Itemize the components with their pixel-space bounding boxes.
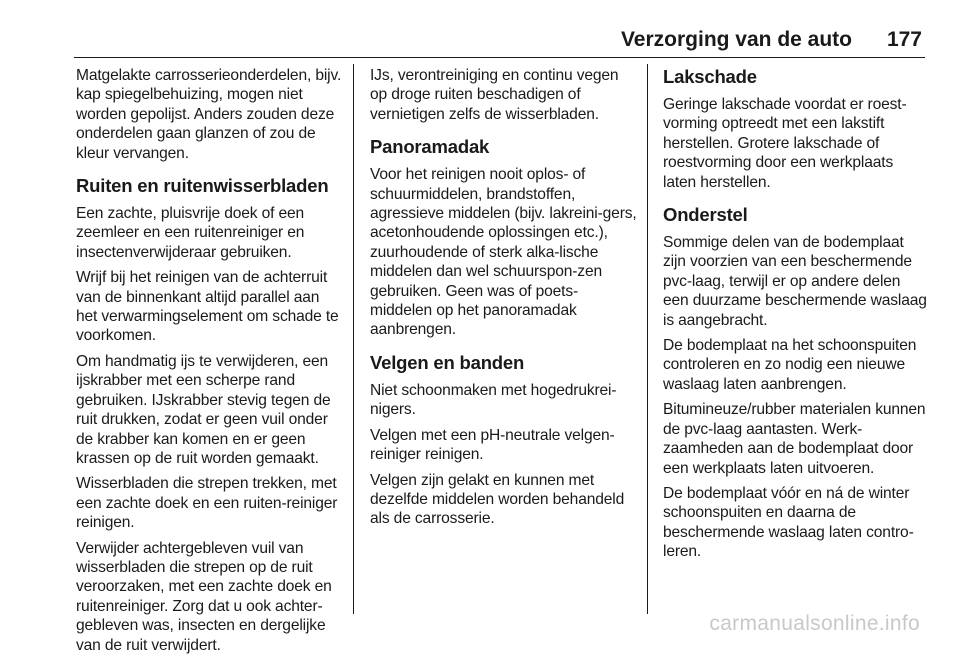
- paragraph-ice-dirt: IJs, verontreiniging en continu vegen op droge ruiten beschadigen of vernietigen zelfs de wisserbladen.: [370, 67, 619, 123]
- paragraph-matte-parts: Matgelakte carrosserieonderdelen, bijv. kap spiegelbehuizing, mogen niet worden gepolijst. Anders zouden deze onderdelen gaan glanzen of zou de kleur vervangen.: [76, 67, 342, 162]
- heading-wheels-tyres: Velgen en banden: [370, 351, 525, 373]
- paragraph-wiper-streaks: Wisserbladen die strepen trekken, met een zachte doek en een ruiten-reiniger reinigen.: [76, 475, 338, 532]
- paragraph-panorama-cleaning: Voor het reinigen nooit oplos- of schuurmiddelen, brandstoffen, agressieve middelen (bijv. lakreini-gers, acetonhoudende oplossingen etc.), zuurhoudende of sterk alka-lische middelen dan wel schuurspon-zen gebruiken. Geen was of poets-middelen op het panoramadak aanbrengen.: [370, 166, 637, 339]
- heading-underbody: Onderstel: [663, 204, 748, 226]
- paragraph-high-pressure: Niet schoonmaken met hogedrukrei-nigers.: [370, 381, 617, 419]
- paragraph-painted-wheels: Velgen zijn gelakt en kunnen met dezelfde middelen worden behandeld als de carrosserie.: [370, 471, 625, 528]
- heading-panorama-roof: Panoramadak: [370, 136, 490, 158]
- page-title: Verzorging van de auto: [620, 28, 852, 51]
- heading-paint-damage: Lakschade: [663, 66, 757, 87]
- header-rule: [74, 57, 925, 58]
- column-3: [663, 66, 929, 568]
- column-1: [76, 66, 342, 661]
- paragraph-wax-layer: De bodemplaat na het schoonspuiten controleren en zo nodig een nieuwe waslaag laten aanbrengen.: [663, 337, 917, 393]
- paragraph-paint-damage: Geringe lakschade voordat er roest-vorming optreedt met een lakstift herstellen. Grotere lakschade of roestvorming door een werkplaats laten herstellen.: [663, 96, 907, 191]
- paragraph-rear-window: Wrijf bij het reinigen van de achterruit van de binnenkant altijd parallel aan het verwarmingselement om schade te voorkomen.: [76, 269, 339, 345]
- column-2: [370, 66, 638, 535]
- column-divider-2: [647, 64, 648, 614]
- paragraph-ice-scraper: Om handmatig ijs te verwijderen, een ijskrabber met een scherpe rand gebruiken. IJskrabber stevig tegen de ruit drukken, zodat er geen vuil onder de krabber kan komen en er geen krassen op de ruit worden gemaakt.: [76, 352, 331, 467]
- watermark: carmanualsonline.info: [709, 612, 920, 635]
- paragraph-wiper-dirt: Verwijder achtergebleven vuil van wisserbladen die strepen op de ruit veroorzaken, met een zachte doek en ruitenreiniger. Zorg dat u ook achter-gebleven was, insecten en dergelijke van de ruit verwijdert.: [76, 539, 332, 654]
- column-divider-1: [353, 64, 354, 614]
- paragraph-pvc-layer: Sommige delen van de bodemplaat zijn voorzien van een beschermende pvc-laag, terwijl er op andere delen een duurzame beschermende waslaag is aangebracht.: [663, 234, 927, 329]
- heading-windows-wipers: Ruiten en ruitenwisserbladen: [76, 175, 329, 197]
- page-header: [0, 0, 960, 58]
- paragraph-ph-neutral: Velgen met een pH-neutrale velgen-reiniger reinigen.: [370, 426, 615, 464]
- paragraph-soft-cloth: Een zachte, pluisvrije doek of een zeemleer en een ruitenreiniger en insectenverwijderaar gebruiken.: [76, 205, 305, 261]
- page-number: 177: [886, 28, 922, 51]
- paragraph-bitumen: Bitumineuze/rubber materialen kunnen de pvc-laag aantasten. Werk-zaamheden aan de bodemplaat door een werkplaats laten uitvoeren.: [663, 401, 926, 477]
- paragraph-winter: De bodemplaat vóór en ná de winter schoonspuiten en daarna de beschermende waslaag laten contro-leren.: [663, 484, 914, 561]
